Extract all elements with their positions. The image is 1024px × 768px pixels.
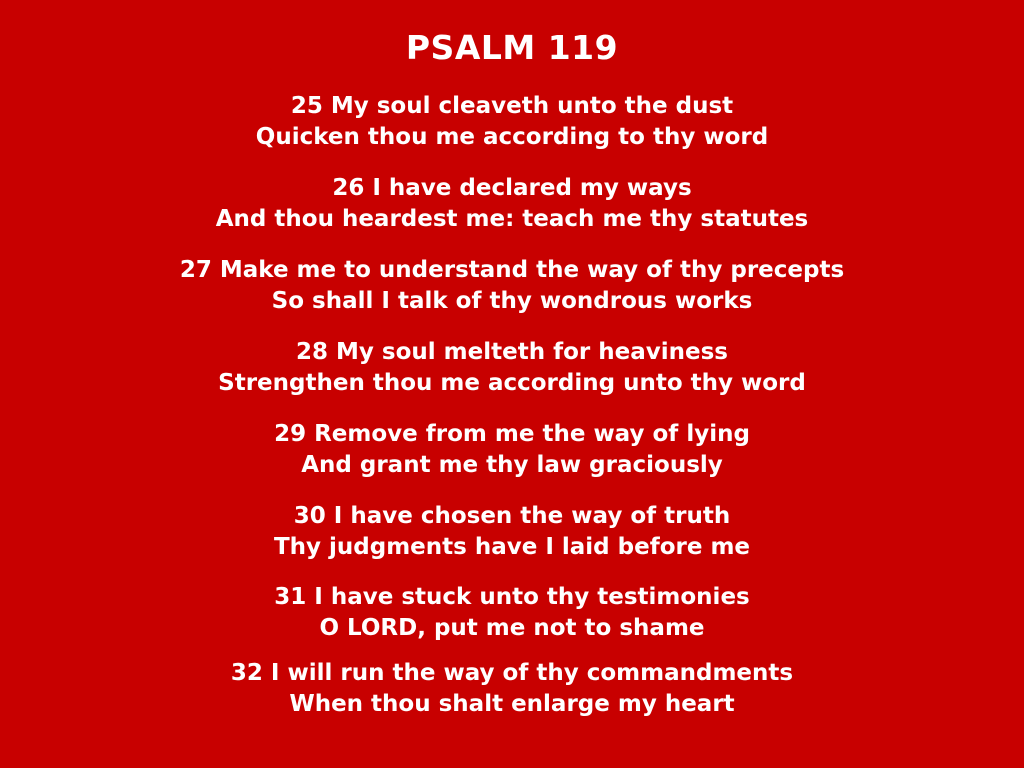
verse-32	[0, 658, 1024, 720]
verse-28	[0, 337, 1024, 399]
verse-line: Thy judgments have I laid before me	[273, 534, 751, 560]
verse-25	[0, 91, 1024, 153]
verse-31	[0, 582, 1024, 644]
verse-27	[0, 255, 1024, 317]
verse-line: 25 My soul cleaveth unto the dust	[290, 93, 734, 119]
verse-line: Strengthen thou me according unto thy word	[218, 370, 806, 396]
verse-30	[0, 501, 1024, 563]
verse-line: 30 I have chosen the way of truth	[293, 503, 731, 529]
verse-line: 31 I have stuck unto thy testimonies	[274, 584, 750, 610]
verse-line: So shall I talk of thy wondrous works	[271, 288, 753, 314]
verse-line: 26 I have declared my ways	[332, 175, 692, 201]
slide-title: PSALM 119	[405, 28, 619, 67]
verse-line: And grant me thy law graciously	[301, 452, 723, 478]
verse-26	[0, 173, 1024, 235]
verse-29	[0, 419, 1024, 481]
verse-line: And thou heardest me: teach me thy statutes	[215, 206, 809, 232]
verse-line: 27 Make me to understand the way of thy precepts	[179, 257, 845, 283]
verse-line: 29 Remove from me the way of lying	[274, 421, 750, 447]
verse-line: O LORD, put me not to shame	[319, 615, 705, 641]
verse-line: Quicken thou me according to thy word	[255, 124, 769, 150]
verse-line: 28 My soul melteth for heaviness	[296, 339, 728, 365]
verse-line: 32 I will run the way of thy commandments	[230, 660, 794, 686]
verse-line: When thou shalt enlarge my heart	[289, 691, 735, 717]
